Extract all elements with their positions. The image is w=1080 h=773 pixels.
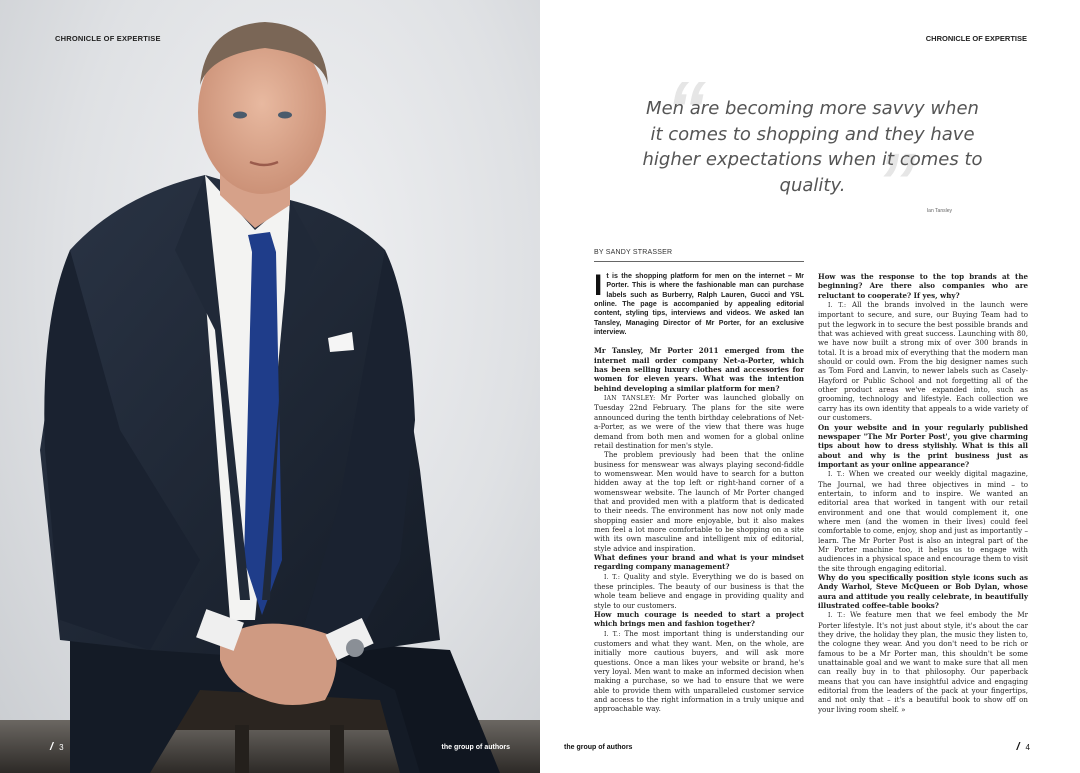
speaker-label: I. T.:	[828, 612, 846, 620]
article-column-right	[818, 272, 1028, 714]
answer-1	[594, 393, 804, 450]
article-column-left	[594, 269, 804, 714]
answer-4	[818, 300, 1028, 422]
page-number-right	[1016, 741, 1030, 753]
answer-3	[594, 629, 804, 714]
quote-attribution: Ian Tansley	[926, 208, 952, 214]
answer-6	[818, 610, 1028, 714]
speaker-label: I. T.:	[828, 302, 847, 310]
lead-paragraph	[594, 269, 804, 337]
byline: BY SANDY STRASSER	[594, 249, 804, 262]
answer-text: We feature men that we feel embody the Mr Porter lifestyle. It's not just about style, it's about the car they drive, the holiday they plan, the music they listen to, the cologne they wear. And you don't need to be rich or famous to be a Mr Porter man, this shouldn't be some unattainable goal and we want to make sure that all men can really buy in to that philosophy. Our paperback means that you can have insightful advice and engaging editorial from the leaders of the pack at your fingertips, and not only that – it's a beautiful book to show off on your living room shelf. »	[818, 610, 1028, 714]
answer-text: Mr Porter was launched globally on Tuesday 22nd February. The plans for the site were announced during the tenth birthday celebrations of Net-a-Porter, as we were of the view that there was huge demand from both men and women for a global online retail destination for men's style.	[594, 393, 804, 450]
question-6: Why do you specifically position style icons such as Andy Warhol, Steve McQueen or Bob Dylan, whose aura and attitude you really celebrate, in beautifully illustrated coffee-table books?	[818, 573, 1028, 611]
slash-logo-icon: /	[50, 741, 54, 753]
question-5: On your website and in your regularly published newspaper "The Mr Porter Post', you give charming tips about how to dress stylishly. What is this all about and why is the print business just as important as your online appearance?	[818, 422, 1028, 469]
page-number-left	[50, 741, 64, 753]
answer-1b: The problem previously had been that the online business for menswear was always playing second-fiddle to womenswear. Men would have to search for a button hidden away at the top left or right-hand corner of a womenswear website. The launch of Mr Porter changed that and provided men with a platform that is dedicated to their needs. The environment has now not only made shopping easier and more enjoyable, but it also makes men feel a lot more comfortable to be shopping on a site with its own masculine and intelligent mix of editorial, style advice and inspiration.	[594, 450, 804, 553]
answer-text: Quality and style. Everything we do is based on these principles. The beauty of our business is that the whole team believe and engage in providing quality and style to our customers.	[594, 571, 804, 610]
footer-author-right: the group of authors	[564, 744, 633, 751]
pull-quote-text: Men are becoming more savvy when it comes to shopping and they have higher expectations when it comes to quality.	[642, 98, 983, 196]
footer-author-left: the group of authors	[441, 744, 510, 751]
answer-2	[594, 572, 804, 610]
answer-5	[818, 469, 1028, 573]
drop-cap: I	[594, 269, 603, 302]
slash-logo-icon: /	[1016, 741, 1020, 753]
question-1: Mr Tansley, Mr Porter 2011 emerged from the internet mail order company Net-a-Porter, which has been selling luxury clothes and accessories for women for eleven years. What was the intention behind developing a similar platform for men?	[594, 346, 804, 393]
answer-text: When we created our weekly digital magazine, The Journal, we had three objectives in mind – to entertain, to inform and to inspire. We wanted an editorial area that worked in tangent with our retail environment and one that would complement it, one where men (and the women in their lives) could feel comfortable to come, enjoy, shop and just as importantly – learn. The Mr Porter Post is also an integral part of the Mr Porter machine too, it helps us to engage with audiences in a physical space and encourage them to visit the site through engaging editorial.	[818, 469, 1028, 573]
speaker-label: I. T.:	[604, 573, 621, 581]
open-quote-icon: “	[666, 65, 706, 154]
lead-text: t is the shopping platform for men on the internet – Mr Porter. This is where the fashionable man can purchase labels such as Burberry, Ralph Lauren, Gucci and YSL online. The page is accompanied by appealing editorial content, styling tips, interviews and videos. We asked Ian Tansley, Managing Director of Mr Porter, for an exclusive interview.	[594, 272, 804, 337]
speaker-label: I. T.:	[828, 471, 845, 479]
answer-text: The most important thing is understanding our customers and what they want. Men, on the whole, are initially more cautious buyers, and will ask more questions. Once a man likes your website or brand, he's very loyal. Men want to make an informed decision when making a purchase, so we had to ensure that we were able to provide them with unparalleled customer service and access to the right information in a truly unique and approachable way.	[594, 628, 804, 714]
right-page	[540, 0, 1080, 773]
page-number-text: 3	[59, 743, 64, 752]
section-header-left: CHRONICLE OF EXPERTISE	[55, 34, 161, 43]
question-4: How was the response to the top brands at the beginning? Are there also companies who are reluctant to cooperate? If yes, why?	[818, 272, 1028, 300]
section-header-right: CHRONICLE OF EXPERTISE	[925, 34, 1027, 43]
question-3: How much courage is needed to start a project which brings men and fashion together?	[594, 610, 804, 629]
speaker-label: IAN TANSLEY:	[604, 395, 656, 403]
answer-text: All the brands involved in the launch were important to secure, and sure, our Buying Team had to put the legwork in to secure the best possible brands and that was achieved with great success. Launching with 80, we have now built a strong mix of over 300 brands in total. It is a broad mix of everything that the modern man should or could own. From the big designer names such as Tom Ford and Lanvin, to newer labels such as Casely-Hayford or Public School and not forgetting all of the other product areas we've expanded into, such as grooming, technology and lifestyle. Each collection we carry has its own identity that appeals to a wide variety of our customers.	[818, 300, 1028, 423]
close-quote-icon: ”	[876, 137, 916, 226]
speaker-label: I. T.:	[604, 630, 621, 638]
page-number-text: 4	[1025, 743, 1030, 752]
question-2: What defines your brand and what is your mindset regarding company management?	[594, 552, 804, 572]
